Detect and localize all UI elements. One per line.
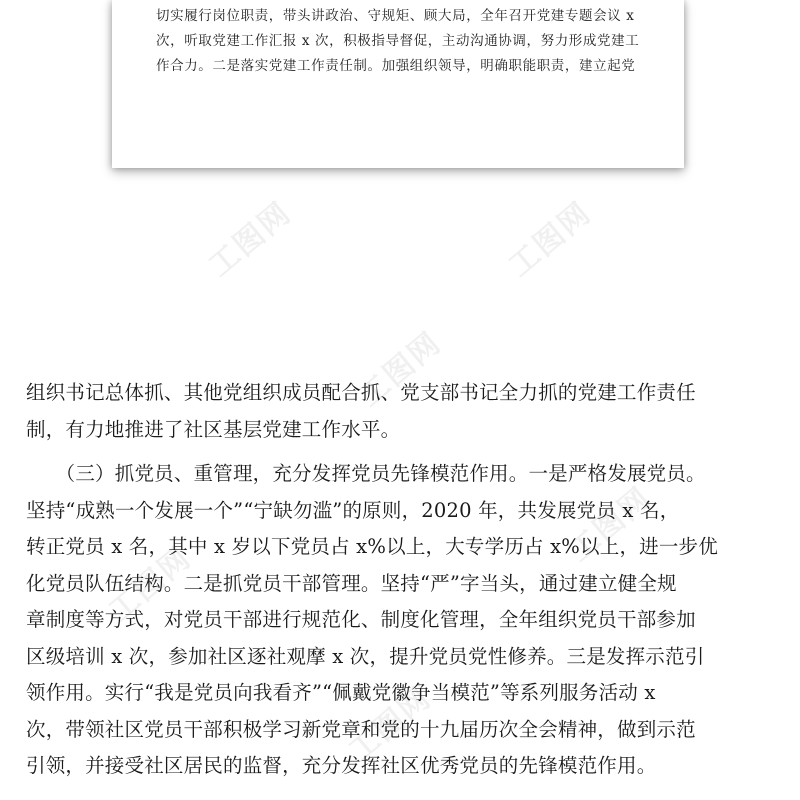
paragraph-gap xyxy=(26,448,776,456)
text-line: （三）抓党员、重管理，充分发挥党员先锋模范作用。一是严格发展党员。 xyxy=(26,462,706,485)
text-line: 化党员队伍结构。二是抓党员干部管理。坚持“严”字当头，通过建立健全规 xyxy=(26,571,677,595)
watermark: 工图网 xyxy=(352,325,449,414)
text-line: 引领，并接受社区居民的监督，充分发挥社区优秀党员的先锋模范作用。 xyxy=(26,754,657,777)
page-preview-text xyxy=(156,4,640,79)
text-line: 次，听取党建工作汇报 x 次，积极指导督促，主动沟通协调，努力形成党建工 xyxy=(156,33,640,49)
text-line: 领作用。实行“我是党员向我看齐”“佩戴党徽争当模范”等系列服务活动 x xyxy=(26,681,656,704)
watermark: 工图网 xyxy=(562,480,659,569)
text-line: 章制度等方式，对党员干部进行规范化、制度化管理，全年组织党员干部参加 xyxy=(26,608,696,631)
text-line: 坚持“成熟一个发展一个”“宁缺勿滥”的原则，2020 年，共发展党员 x 名， xyxy=(26,498,680,522)
watermark: 工图网 xyxy=(202,195,299,284)
text-line: 组织书记总体抓、其他党组织成员配合抓、党支部书记全力抓的党建工作责任 xyxy=(26,381,696,404)
document-page-preview xyxy=(112,0,684,168)
text-line: 制，有力地推进了社区基层党建工作水平。 xyxy=(26,417,401,441)
text-line: 切实履行岗位职责，带头讲政治、守规矩、顾大局，全年召开党建专题会议 x xyxy=(156,8,635,24)
document-body xyxy=(26,375,776,785)
watermark: 工图网 xyxy=(342,680,439,769)
watermark: 工图网 xyxy=(102,540,199,629)
text-line: 作合力。二是落实党建工作责任制。加强组织领导，明确职能职责，建立起党 xyxy=(156,58,636,74)
watermark: 工图网 xyxy=(502,195,599,284)
text-line: 次，带领社区党员干部积极学习新党章和党的十九届历次全会精神，做到示范 xyxy=(26,717,696,741)
text-line: 区级培训 x 次，参加社区逐社观摩 x 次，提升党员党性修养。三是发挥示范引 xyxy=(26,644,705,668)
text-line: 转正党员 x 名，其中 x 岁以下党员占 x%以上，大专学历占 x%以上，进一步优 xyxy=(26,535,718,558)
